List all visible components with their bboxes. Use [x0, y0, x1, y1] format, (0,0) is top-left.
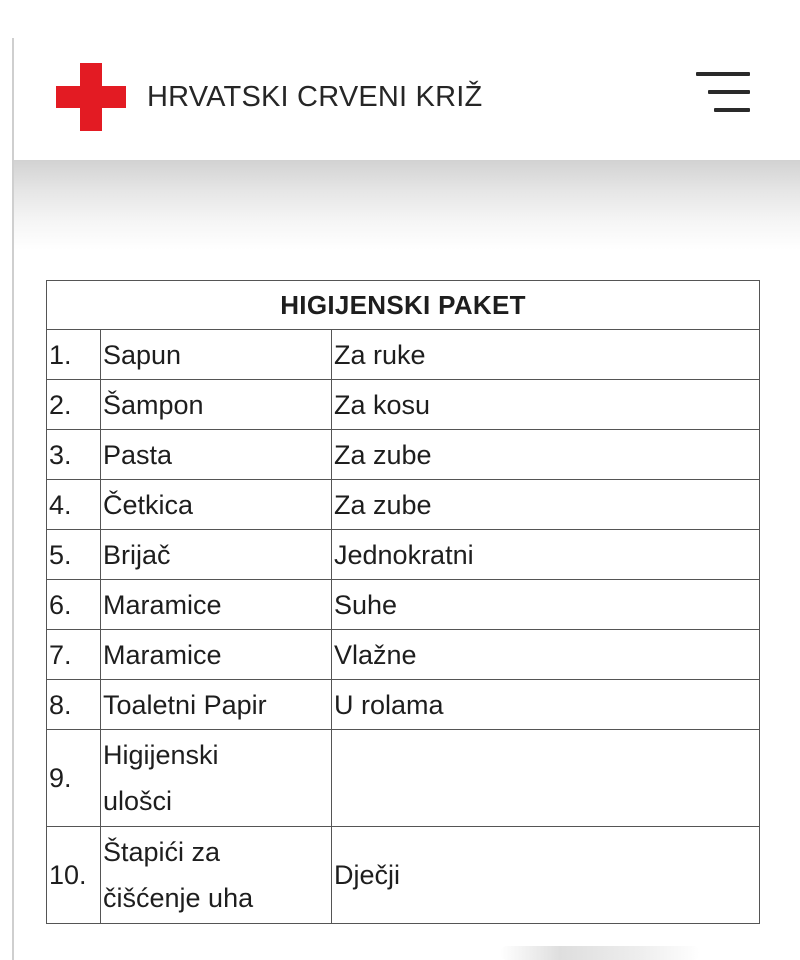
table-row — [47, 730, 760, 827]
row-number: 4. — [47, 480, 101, 530]
row-number: 2. — [47, 380, 101, 430]
row-item-line: Štapići za — [103, 837, 221, 867]
row-item: Pasta — [101, 430, 332, 480]
row-item: Toaletni Papir — [101, 680, 332, 730]
site-header — [14, 0, 800, 160]
row-note: Dječji — [332, 827, 760, 924]
table-row — [47, 680, 760, 730]
row-item — [101, 827, 332, 924]
row-note: Za kosu — [332, 380, 760, 430]
row-note: Za zube — [332, 480, 760, 530]
table-title: HIGIJENSKI PAKET — [47, 281, 760, 330]
table-row — [47, 380, 760, 430]
row-item: Brijač — [101, 530, 332, 580]
table-row — [47, 330, 760, 380]
hamburger-menu-icon[interactable] — [696, 72, 752, 114]
row-item: Četkica — [101, 480, 332, 530]
row-number: 8. — [47, 680, 101, 730]
watermark-smudge — [500, 946, 700, 960]
row-note: Jednokratni — [332, 530, 760, 580]
table-row — [47, 530, 760, 580]
row-number: 5. — [47, 530, 101, 580]
row-number: 6. — [47, 580, 101, 630]
row-item — [101, 730, 332, 827]
table-row — [47, 480, 760, 530]
row-number: 10. — [47, 827, 101, 924]
row-number: 3. — [47, 430, 101, 480]
row-number: 1. — [47, 330, 101, 380]
organization-name[interactable]: HRVATSKI CRVENI KRIŽ — [147, 81, 483, 113]
row-note: Za ruke — [332, 330, 760, 380]
table-row — [47, 430, 760, 480]
row-item-line: Higijenski — [103, 740, 219, 770]
row-note: U rolama — [332, 680, 760, 730]
row-item: Maramice — [101, 630, 332, 680]
row-note: Vlažne — [332, 630, 760, 680]
row-item-line: ulošci — [103, 786, 173, 816]
row-item: Maramice — [101, 580, 332, 630]
row-item: Sapun — [101, 330, 332, 380]
row-note — [332, 730, 760, 827]
red-cross-icon[interactable] — [56, 63, 126, 131]
table-row — [47, 827, 760, 924]
row-item-line: čišćenje uha — [103, 883, 254, 913]
table-row — [47, 630, 760, 680]
hygiene-package-table — [46, 280, 760, 924]
header-shadow — [14, 160, 800, 250]
row-item: Šampon — [101, 380, 332, 430]
table-row — [47, 580, 760, 630]
row-number: 7. — [47, 630, 101, 680]
row-note: Za zube — [332, 430, 760, 480]
row-number: 9. — [47, 730, 101, 827]
row-note: Suhe — [332, 580, 760, 630]
